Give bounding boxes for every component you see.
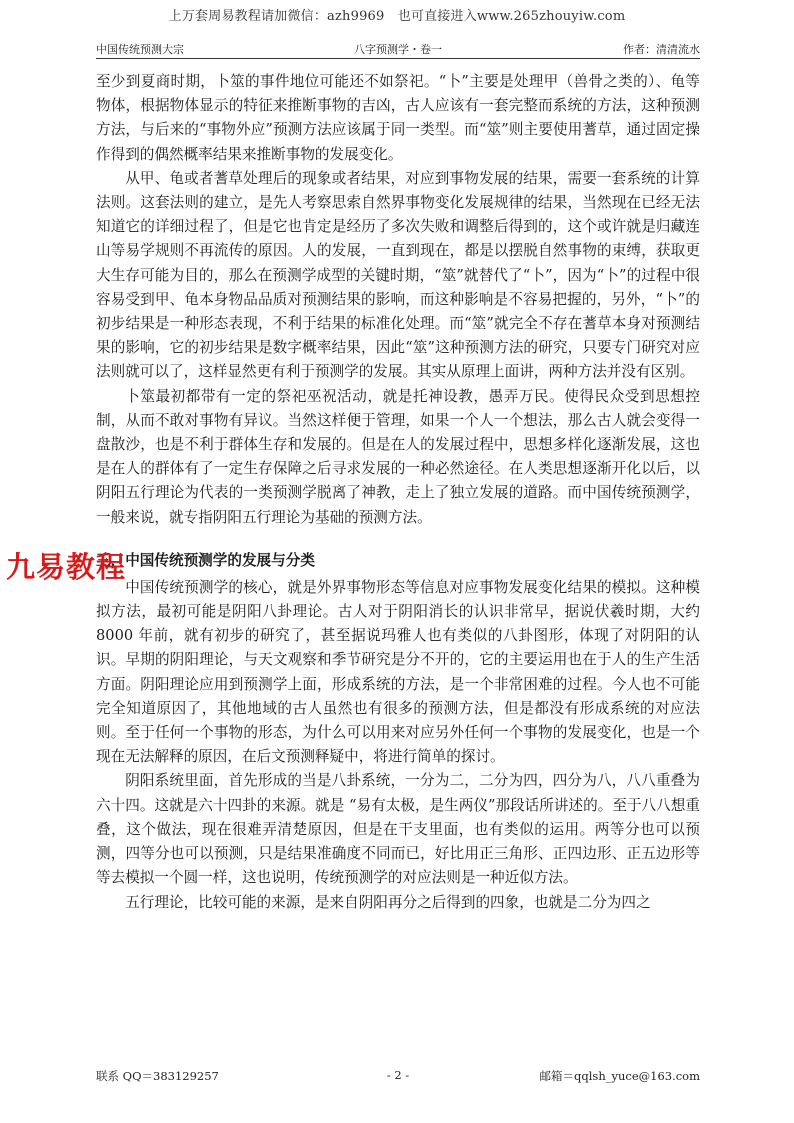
top-banner: 上万套周易教程请加微信：azh9969 也可直接进入www.265zhouyiw.com bbox=[168, 9, 626, 24]
page-header bbox=[96, 38, 700, 59]
document-body bbox=[96, 70, 700, 915]
paragraph: 阴阳系统里面，首先形成的当是八卦系统，一分为二，二分为四，四分为八，八八重叠为六十四。这就是六十四卦的来源。就是 “易有太极，是生两仪”那段话所讲述的。至于八八想重叠，这个做法，现在很难弄清楚原因，但是在干支里面，也有类似的运用。两等分也可以预测，四等分也可以预测，只是结果准确度不同而已，好比用正三角形、正四边形、正五边形等等去模拟一个圆一样，这也说明，传统预测学的对应法则是一种近似方法。 bbox=[96, 772, 700, 887]
header-author: 作者：清清流水 bbox=[623, 43, 700, 56]
header-book-title: 中国传统预测大宗 bbox=[96, 43, 184, 56]
footer-email: 邮箱＝qqlsh_yuce@163.com bbox=[539, 1069, 700, 1083]
footer-contact-qq: 联系 QQ＝383129257 bbox=[96, 1069, 219, 1083]
paragraph: 从甲、龟或者蓍草处理后的现象或者结果，对应到事物发展的结果，需要一套系统的计算法则。这套法则的建立，是先人考察思索自然界事物变化发展规律的结果，当然现在已经无法知道它的详细过程了，但是它也肯定是经历了多次失败和调整后得到的，这个或许就是归藏连山等易学规则不再流传的原因。人的发展，一直到现在，都是以摆脱自然事物的束缚，获取更大生存可能为目的，那么在预测学成型的关键时期，“筮”就替代了“卜”，因为“卜”的过程中很容易受到甲、龟本身物品品质对预测结果的影响，而这种影响是不容易把握的，另外，“卜”的初步结果是一种形态表现，不利于结果的标准化处理。而“筮”就完全不存在蓍草本身对预测结果的影响，它的初步结果是数字概率结果，因此“筮”这种预测方法的研究，只要专门研究对应法则就可以了，这样显然更有利于预测学的发展。其实从原理上面讲，两种方法并没有区别。 bbox=[96, 169, 700, 381]
paragraph: 五行理论，比较可能的来源，是来自阴阳再分之后得到的四象，也就是二分为四之 bbox=[125, 893, 651, 911]
paragraph: 卜筮最初都带有一定的祭祀巫祝活动，就是托神设教，愚弄万民。使得民众受到思想控制，从而不敢对事物有异议。当然这样便于管理，如果一个人一个想法，那么古人就会变得一盘散沙，也是不利于群体生存和发展的。但是在人的发展过程中，思想多样化逐渐发展，这也是在人的群体有了一定生存保障之后寻求发展的一种必然途径。在人类思想逐渐开化以后，以阴阳五行理论为代表的一类预测学脱离了神教，走上了独立发展的道路。而中国传统预测学，一般来说，就专指阴阳五行理论为基础的预测方法。 bbox=[96, 387, 700, 526]
paragraph: 中国传统预测学的核心，就是外界事物形态等信息对应事物发展变化结果的模拟。这种模拟方法，最初可能是阴阳八卦理论。古人对于阴阳消长的认识非常早，据说伏羲时期，大约 8000 年前，就有初步的研究了，甚至据说玛雅人也有类似的八卦图形，体现了对阴阳的认识。早期的阴阳理论，与天文观察和季节研究是分不开的，它的主要运用也在于人的生产生活方面。阴阳理论应用到预测学上面，形成系统的方法，是一个非常困难的过程。今人也不可能完全知道原因了，其他地域的古人虽然也有很多的预测方法，但是都没有形成系统的对应法则。至于任何一个事物的形态，为什么可以用来对应另外任何一个事物的发展变化，也是一个现在无法解释的原因，在后文预测释疑中，将进行简单的探讨。 bbox=[96, 578, 700, 766]
watermark-logo: 九易教程 bbox=[6, 550, 127, 584]
paragraph: 至少到夏商时期，卜筮的事件地位可能还不如祭祀。“卜”主要是处理甲（兽骨之类的）、龟等物体，根据物体显示的特征来推断事物的吉凶，古人应该有一套完整而系统的方法，这种预测方法，与后来的“事物外应”预测方法应该属于同一类型。而“筮”则主要使用蓍草，通过固定操作得到的偶然概率结果来推断事物的发展变化。 bbox=[96, 73, 700, 163]
section-heading: 三，中国传统预测学的发展与分类 bbox=[96, 551, 315, 569]
page-footer bbox=[96, 1068, 700, 1086]
header-volume-title: 八字预测学・卷一 bbox=[354, 43, 442, 56]
page-number: - 2 - bbox=[386, 1068, 410, 1082]
